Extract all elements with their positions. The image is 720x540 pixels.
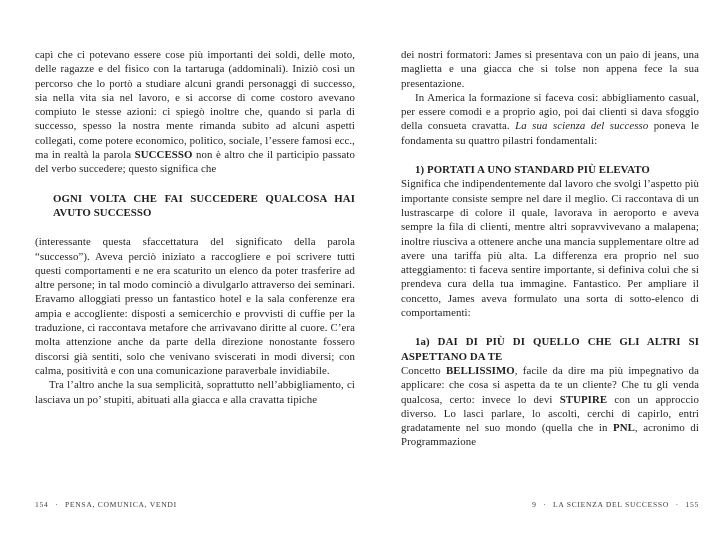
footer-separator: ·: [543, 500, 547, 509]
page-right: [401, 48, 699, 450]
paragraph: (interessante questa sfaccettatura del significato della parola “successo”). Aveva perciò iniziato a raccogliere e poi scrivere tutti questi comportamenti e ne era scaturito un elenco da poter trasferire ad altre persone; in tal modo cominciò a divulgarlo attraverso dei seminari. Eravamo alloggiati presso un fantastico hotel e la sala conferenze era ampia e accogliente: disposti a semicerchio e provvisti di cuffie per la traduzione, ci raccontava metafore che arrivavano diritte al cuore. C’era molta attenzione anche da parte della direzione nonostante fossero discorsi già sentiti, solo che venivano sviscerati in modi diversi; con calma, positività e con una comunicazione paraverbale invidiabile.: [35, 236, 355, 377]
page-right-text: [401, 48, 699, 450]
paragraph: Tra l’altro anche la sua semplicità, soprattutto nell’abbigliamento, ci lasciava un po’ stupiti, abituati alla giacca e alla cravatta tipiche: [35, 379, 355, 406]
paragraph: Significa che indipendentemente dal lavoro che svolgi l’aspetto più importante consiste sempre nel dare il meglio. Ci raccontava di un lustrascarpe di colore il quale, lavorava in aeroporto e aveva sempre la fila di clienti, mentre altri sopravvivevano a malapena; inoltre riusciva a ottenere anche una mancia supplementare oltre ad avere una tariffa più alta. La differenza era proprio nel suo atteggiamento: ti faceva sentire importante, si definiva colui che si prendeva cura della tua immagine. Fantastico. Per ampliare il concetto, James aveva formulato una sorta di sotto-elenco di comportamenti:: [401, 178, 699, 320]
running-title-left: PENSA, COMUNICA, VENDI: [64, 500, 177, 509]
display-quote: OGNI VOLTA CHE FAI SUCCEDERE QUALCOSA HAI AVUTO SUCCESSO: [53, 192, 355, 219]
page-number-right: 155: [685, 500, 699, 509]
page-right-footer: [532, 500, 699, 510]
page-left-footer: [35, 500, 177, 510]
page-number-left: 154: [35, 500, 49, 509]
running-title-right: LA SCIENZA DEL SUCCESSO: [553, 500, 670, 509]
section-heading: 1) PORTATI A UNO STANDARD PIÙ ELEVATO: [415, 164, 650, 177]
paragraph: capì che ci potevano essere cose più importanti dei soldi, delle moto, delle ragazze e del fisico con la tartaruga (addominali). Iniziò così un percorso che lo portò a studiare alcuni grandi personaggi di successo, sia nella vita sia nel lavoro, e si accorse di come costoro avevano compiuto le stesse azioni: ci spiegò inoltre che, quando si parla di successo, spesso la nostra mente rimanda subito ad alcuni aspetti collegati, come potere economico, politico, sociale, l’essere famosi ecc., ma in realtà la parola SUCCESSO non è altro che il participio passato del verbo succedere; questo significa che: [35, 49, 356, 176]
section-heading: 1a) DAI DI PIÙ DI QUELLO CHE GLI ALTRI SI ASPETTANO DA TE: [401, 336, 699, 363]
paragraph: dei nostri formatori: James si presentava con un paio di jeans, una maglietta e una giacca che si tolse non appena fece la sua presentazione.: [401, 49, 699, 90]
page-left: [35, 48, 355, 407]
footer-separator: ·: [675, 500, 679, 509]
footer-separator: ·: [55, 500, 59, 509]
chapter-number-right: 9: [532, 500, 537, 509]
page-left-text: [35, 48, 355, 407]
paragraph: Concetto BELLISSIMO, facile da dire ma più impegnativo da applicare: che cosa si aspetta da te un cliente? Che tu gli venda qualcosa, certo: invece lo devi STUPIRE con un approccio diverso. Lo lasci parlare, lo ascolti, cerchi di capirlo, entri gradatamente nel suo mondo (quella che in PNL, acronimo di Programmazione: [401, 364, 700, 449]
paragraph: In America la formazione si faceva così: abbigliamento casual, per essere comodi e a proprio agio, poi dai clienti si dava sfoggio della consueta cravatta. La sua scienza del successo poneva le fondamenta su quattro pilastri fondamentali:: [401, 91, 700, 147]
